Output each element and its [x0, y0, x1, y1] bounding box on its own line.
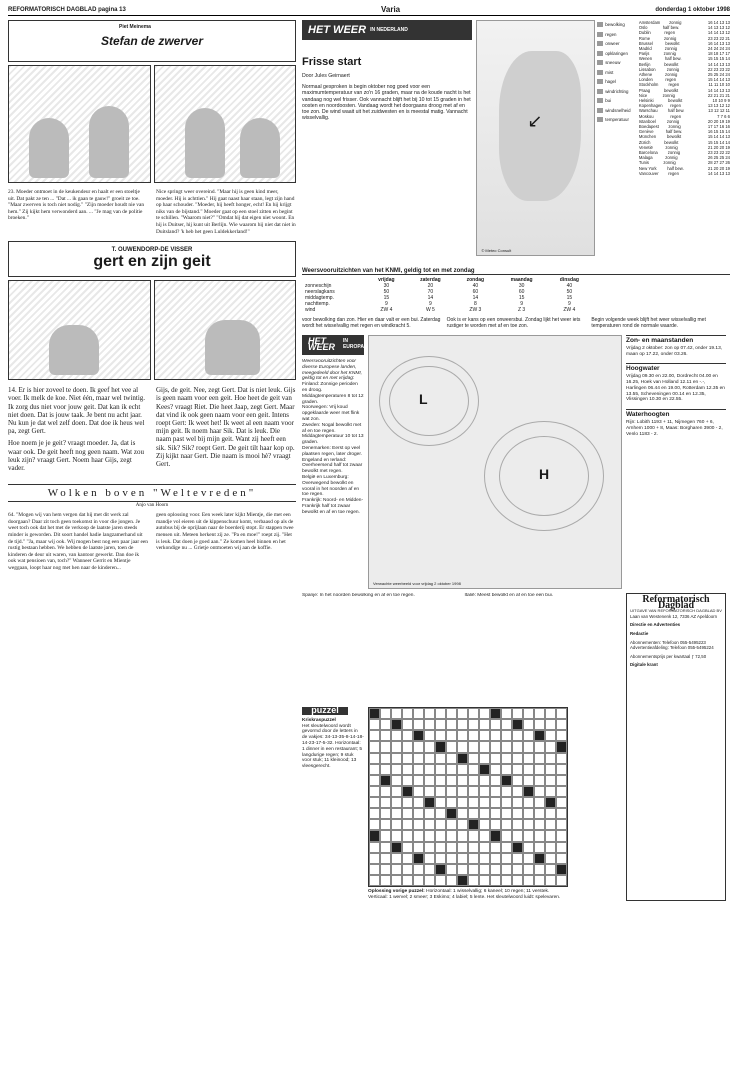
geit-panel: [8, 280, 151, 380]
city-row: Athene zonnig 25 25 24 24: [638, 72, 730, 78]
city-row: Amsterdam zonnig 16 14 13 13: [638, 20, 730, 25]
city-row: Madrid zonnig 24 24 24 24: [638, 46, 730, 52]
comic-stefan-title: [8, 20, 296, 62]
city-row: Helsinki bewolkt 10 10 9 9: [638, 98, 730, 104]
weather-europe-section: [302, 335, 730, 589]
europe-item: Engeland en Ierland: Overheersend half tot zwaar bewolkt met regen.: [302, 457, 363, 475]
comic-geit-title: [8, 241, 296, 277]
rd-line: Abonnementsprijs per kwartaal ƒ 72,50: [630, 653, 707, 659]
legend-item: onweer: [597, 39, 635, 49]
comic-text-col: 23. Moeder ontmoet in de keukendeur en haalt er een stoeltje uit. Dat pakt ze ten ... "Dat ... ik gaan te gauw!" groeit ze toe. "Maar zwerven is toch niet nodig." "Zijn moeder houdt nie van hem." Zij kijkt hem verwonderd aan. ... "Je mag van de politie broeken.": [8, 189, 145, 222]
comic-title: Stefan de zwerver: [100, 34, 204, 48]
europe-item: Spanje: In het noorden bewolking en af en toe regen.: [302, 593, 415, 598]
weather-map-nl: [476, 20, 595, 256]
city-row: Praag bewolkt 14 14 13 13: [638, 87, 730, 93]
knmi-text-col: Begin volgende week blijft het weer wisselvallig met temperaturen rond de normale waarde.: [591, 317, 706, 329]
weather-body: Normaal gesproken is begin oktober nog goed voor een maximumtemperatuur van zo'n 16 graden, maar na de koude nacht is het vandaag nog wel frisser. Ook vannacht blijft het bij 10 tot 15 graden in het oosten en noordoosten. Vandaag wordt het doorgaans droog met af en toe zon. De wind waait uit het zuidwesten en is meestal matig. Vannacht wisselvallig.: [302, 84, 471, 122]
puzzle-title: puzzel: [302, 707, 348, 715]
story-col: geen oplossing voor. Een week later kijkt Mientje, die met een mandje vol eieren uit de kippenschuur komt, verbaasd op als de autobus bij de oprijlaan naar de boerderij stopt. Er stappen twee mensen uit. Meteen herkent zij ze. "Pa en moe!" roept zij. "Het is leuk. Dat doen je goed aan." Ze komen heel binnen en het verkondige nu ... Grietje ontmoeten wij aan de koffie.: [156, 512, 294, 552]
city-row: Genève half bew. 16 15 15 14: [638, 129, 730, 135]
rd-line: Redactie: [630, 630, 649, 636]
legend-item: windrichting: [597, 87, 635, 97]
city-row: Tunis zonnig 28 27 27 26: [638, 160, 730, 166]
puzzle-subtitle: Kriskraspuzzel: [302, 717, 336, 723]
waterhoogten-title: Waterhoogten: [626, 409, 726, 418]
page-header: [8, 4, 730, 16]
table-row: wind ZW 4 W 5 ZW 3 Z 3 ZW 4: [305, 307, 576, 313]
europe-item: Noorwegen: Vrij koud opgeklaarde weer met flink wat zon.: [302, 405, 360, 422]
header-date: donderdag 1 oktober 1998: [655, 6, 730, 13]
hoogwater-title: Hoogwater: [626, 363, 726, 372]
weather-logo: [302, 20, 472, 40]
city-row: Istanboel zonnig 20 20 19 19: [638, 118, 730, 124]
wind-arrow-icon: ↙: [527, 111, 543, 131]
sun-moon-section: [626, 335, 726, 589]
rd-line: Abonnementen: Telefoon 055-5495223: [630, 639, 706, 645]
bottom-left-block: [302, 593, 622, 901]
bottom-right: [302, 593, 730, 901]
puzzle-intro: [302, 707, 364, 901]
wolken-author: Anjo van Hoorn: [135, 503, 169, 509]
geit-panels: [8, 280, 296, 380]
comic-panels: [8, 65, 296, 183]
legend-item: hagel: [597, 77, 635, 87]
puzzle-solution: [368, 889, 568, 901]
knmi-table: vrijdag zaterdag zondag maandag dinsdag zonneschijn 30 20 40 30 40 neerslagkans 50 70 60 60 50 middagtemp. 15 14 14 15 15 nachttemp. 9 9 8 9 9 wind ZW 4 W 5 ZW 3 Z 3 ZW 4: [302, 277, 592, 313]
comic-geit-name: gert en zijn geit: [93, 253, 211, 271]
table-row: middagtemp. 15 14 14 15 15: [305, 295, 573, 301]
rd-line: Advertentieafdeling: Telefoon 055-5495224: [630, 645, 714, 651]
city-row: Malaga zonnig 26 25 25 24: [638, 155, 730, 161]
solution-title: Oplossing vorige puzzel:: [368, 889, 425, 894]
comic-panel: [154, 65, 297, 183]
low-pressure-label: L: [419, 391, 428, 407]
zon-title: Zon- en maanstanden: [626, 335, 726, 344]
europe-item: België en Luxemburg: Overwegend bewolkt en vooral in het noorden af en toe regen.: [302, 474, 360, 498]
knmi-text-col: Ook is er kans op een onweersbui. Zondag lijkt het weer iets rustiger te worden met af en toe zon.: [446, 317, 581, 329]
table-row: neerslagkans 50 70 60 60 50: [305, 289, 573, 295]
europe-item: Denemarken: Eerst op veel plaatsen regen, later droger.: [302, 445, 363, 457]
knmi-title: Weersvooruitzichten van het KNMI, geldig tot en met zondag: [302, 268, 730, 275]
europe-intro: Weersvooruitzichten voor diverse Europese landen, meegedeeld door het KNMI, geldig tot en met vrijdag:: [302, 359, 362, 382]
table-row: nachttemp. 9 9 8 9 9: [305, 301, 571, 307]
comic-text: [8, 189, 296, 235]
rd-line: Laan van Westenenk 12, 7336 AZ Apeldoorn: [630, 613, 718, 619]
rd-colophon: [626, 593, 726, 901]
geit-poem: [8, 386, 296, 476]
legend-item: bewolking: [597, 20, 635, 30]
city-row: Wenen half bew. 15 15 15 14: [638, 56, 730, 62]
city-row: Lissabon zonnig 22 23 23 22: [638, 66, 730, 72]
weather-legend: [597, 20, 635, 264]
city-row: Barcelona zonnig 23 23 22 22: [638, 150, 730, 156]
poem-stanza: Hoe noem je je geit? vraagt moeder. Ja, dat is waar ook. De geit heeft nog geen naam. Wat zou leuk zijn? vraagt Gert. Noem haar Gijs, zegt vader.: [8, 439, 144, 472]
europe-item: Frankrijk: Noord- en Midden-Frankrijk half tot zwaar bewolkt en af en toe regen.: [302, 498, 364, 515]
city-row: Zürich bewolkt 15 15 14 14: [638, 139, 730, 145]
crossword-grid: [368, 707, 568, 887]
legend-item: opklaringen: [597, 49, 635, 59]
waterhoogten-text: Rijn: Lobith 1193 + 11, Nijmegen 760 + 6, Arnhem 1000 + 8, Maas: Borgharen 3900 - 2, Venlo 1183 - 2.: [626, 419, 723, 437]
weather-nl-section: [302, 20, 730, 264]
europe-item: Finland: Zonnige perioden en droog. Middagtemperaturen 8 tot 12 graden.: [302, 382, 364, 405]
knmi-forecast: [302, 268, 730, 329]
city-row: New York half bew. 21 20 20 19: [638, 165, 730, 171]
city-row: Brussel bewolkt 16 14 13 13: [638, 40, 730, 46]
europe-logo: HET WEER IN EUROPA: [302, 335, 364, 355]
weather-nl-article: [302, 20, 472, 264]
weather-headline: Frisse start: [302, 56, 362, 68]
city-row: Oslo half bew. 14 13 13 12: [638, 25, 730, 31]
city-row: Kopenhagen regen 13 13 12 12: [638, 103, 730, 109]
city-row: Nice zonnig 22 21 21 21: [638, 92, 730, 98]
legend-item: bui: [597, 96, 635, 106]
europe-map-caption: Verwachte weerbeeld voor vrijdag 2 oktober 1998: [373, 581, 461, 586]
rd-line: Digitale krant: [630, 662, 658, 668]
story-col: 64. "Mogen wij van hem vergen dat hij met dit werk zal doorgaan? Daar zit toch geen toekomst in voor die jongen. Je weet toch ook dat het met de verkoop de laatste jaren steeds minder is geworden. Dit soort handel hadie langzamerhand uit de tijd." "Ja, maar wij ook. Wij mogen best nog een paar jaar een rustig bestaan hebben. We hebben de laatste jaren, toen de kinderen de deur uit waren, van kantoor gewerkt. Dan doe ik ook wat pensioen van, toch?" Wanneer Gerrit en Mientje weggaan, loopt haar nog met hen naar de kinderen...: [8, 512, 149, 571]
europe-forecast-text: [302, 335, 364, 589]
city-row: Londen regen 15 14 14 13: [638, 77, 730, 83]
city-row: Rome zonnig 23 23 22 21: [638, 35, 730, 41]
comic-geit-author: T. OUWENDORP-DE VISSER: [111, 247, 193, 254]
comic-text-col: Nice springt weer overeind. "Maar hij is geen kind meer, moeder. Hij is achttien." Hij gaat naast haar staan, legt zijn hand op haar schouder. "Moeder, hij heeft honger, echt! En hij krijgt niks van de bijstand." Moeder gaat op een stoel zitten en begint te schillen. "Waarom niet?" "Omdat hij dat eigen niet woont. En hij is Duitser, hij kunt uit Berlijn. Wie waarom hij niet dat niet in Duitsland? 'k heb het geen Luldekkerland!": [156, 189, 296, 235]
city-row: Parijs zonnig 18 18 17 17: [638, 51, 730, 57]
europe-item: Italië: Meest bewolkt en af en toe een bui.: [464, 593, 554, 598]
map-caption: © Meteo Consult: [481, 248, 512, 253]
city-row: Boedapest zonnig 17 17 16 16: [638, 124, 730, 130]
weather-logo-text: HET WEER: [308, 24, 367, 36]
knmi-text-col: voor bewolking dan zon. Hier en daar valt er een bui. Zaterdag wordt het wisselvallig met regen en windkracht 5.: [302, 317, 441, 329]
legend-item: regen: [597, 30, 635, 40]
section-title: Varia: [380, 5, 401, 14]
city-row: Venetië zonnig 21 20 20 19: [638, 144, 730, 150]
wolken-title: Wolken boven "Weltevreden": [8, 484, 296, 502]
left-column: [8, 20, 296, 712]
weather-greeting: Door Jules Geirnaert: [302, 73, 350, 79]
city-row: Berlijn bewolkt 14 14 13 13: [638, 61, 730, 67]
comic-author: Piet Meinema: [119, 24, 151, 30]
poem-stanza: 14. Er is hier zoveel te doen. Ik geef het vee al voer. Ik melk de koe. Niet één, maar wel twintig. Ik zorg dus niet voor jouw geit. Dat kan ik echt niet doen. Dat is jouw taak. Je bent nu acht jaar. Nu kun je dat wel zelf doen. Dat doe ik heus wel pa, zegt Gert.: [8, 386, 146, 436]
header-left: REFORMATORISCH DAGBLAD pagina 13: [8, 6, 126, 13]
right-column: [302, 20, 730, 901]
puzzle-section: [302, 707, 622, 901]
hoogwater-text: Vrijdag 09.30 en 22.00, Dordrecht 04.00 en 16.25, Hoek van Holland 12.11 en -.-, Harlingen 06.44 en 19.00, Rotterdam 12.35 en 13.55, Scheveningen 00.14 en 12.35, Vlissingen 10.30 en 22.55.: [626, 374, 725, 403]
legend-item: sneeuw: [597, 58, 635, 68]
geit-panel: [154, 280, 297, 380]
poem-col-1: [8, 386, 148, 476]
wolken-story: [8, 512, 296, 712]
legend-item: windsnelheid: [597, 106, 635, 116]
poem-stanza: Gijs, de geit. Nee, zegt Gert. Dat is niet leuk. Gijs is geen naam voor een geit. Hoe heet de geit van Kees? vraagt Riet. Die heet Jaap, zegt Gert. Maar dat vind ik ook geen naam voor een geit. Intens roept Gert: Ik weet het! Ik weet al een naam voor mijn geit. Ik noem haar Sik. Dat is leuk. Die naam past wel bij mijn geit. Want zij heeft een sik. Sik? Sik? roept Gert. De geit tilt haar kop op. Zij kijkt naar Gert. Die naam is mooi hè? vraagt Gert.: [156, 386, 296, 468]
comic-panel: [8, 65, 151, 183]
puzzle-grid-wrap: [368, 707, 568, 901]
knmi-text: [302, 317, 730, 329]
city-row: Stockholm regen 11 11 10 10: [638, 82, 730, 88]
legend-item: temperatuur: [597, 115, 635, 125]
city-row: Warschau half bew. 13 12 12 11: [638, 108, 730, 114]
city-row: Vancouver regen 14 14 13 13: [638, 170, 730, 176]
solution-text: Horizontaal: 1 wisselvallig; 6 kaneel; 10 regen; 11 verstek. Verticaal: 1 wervel; 2 smeer; 3 Eskimo; 4 labiel; 5 lente. Het sleutelwoord luidt: spelevaren.: [368, 889, 561, 900]
table-row: zonneschijn 30 20 40 30 40: [305, 283, 573, 289]
europe-pressure-map: [368, 335, 622, 589]
city-row: Moskou regen 7 7 6 6: [638, 113, 730, 119]
europe-item: Zweden: Nogal bewolkt met af en toe regen. Middagtemperatuur 10 tot 13 graden.: [302, 422, 364, 446]
zon-text: Vrijdag 2 oktober: zon op 07.42, onder 19.13, maan op 17.22, onder 03.26.: [626, 345, 723, 357]
city-row: Dublin regen 14 14 13 12: [638, 30, 730, 36]
rd-subtitle: UITGAVE VAN REFORMATORISCH DAGBLAD BV: [630, 608, 722, 614]
puzzle-text: Het sleutelwoord wordt gevormd door de letters in de vakjes: 34-13-35-8-14-18-14-23-17-5-32. Horizontaal: 1 dinner in een restaurant; 5 langdurige regen; 9 stuk voor stuk; 11 kleinood; 13 vleesgerecht.: [302, 723, 364, 770]
europe-continued: [302, 593, 622, 703]
rd-line: Directie en Advertenties: [630, 622, 681, 628]
city-forecast-table: [639, 20, 730, 264]
high-pressure-label: H: [539, 466, 550, 482]
legend-item: mist: [597, 68, 635, 78]
poem-col-2: [156, 386, 296, 476]
city-row: München bewolkt 15 14 14 13: [638, 134, 730, 140]
weather-logo-sub: IN NEDERLAND: [370, 27, 408, 33]
rd-title: Reformatorisch Dagblad: [642, 594, 710, 611]
